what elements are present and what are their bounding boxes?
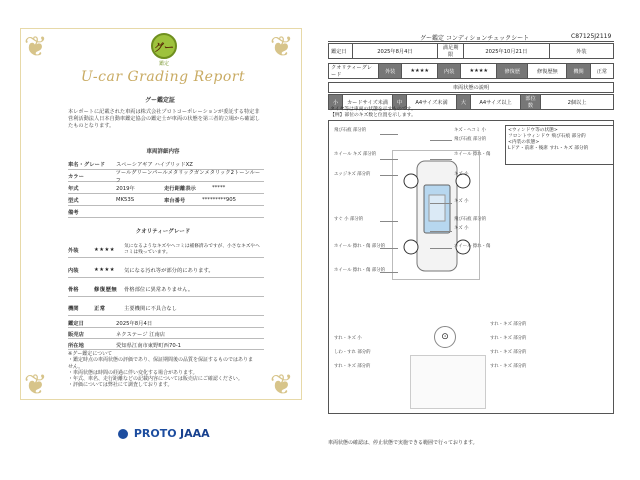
ornament-icon: ❦ xyxy=(270,30,294,63)
script-title: U-car Grading Report xyxy=(80,69,246,85)
row-value: MK53S xyxy=(116,197,135,203)
ornament-icon: ❦ xyxy=(24,368,48,401)
ornament-icon: ❦ xyxy=(270,368,294,401)
row-label: 車台番号 xyxy=(164,198,186,204)
quality-label: 内装 xyxy=(68,267,79,274)
jaaa-logo xyxy=(180,427,210,440)
vehicle-row xyxy=(68,183,264,194)
damage-annotation: すれ・キズ 部分的 xyxy=(490,350,527,355)
damage-annotation: エッジキズ 部分的 xyxy=(334,172,371,177)
goo-badge: グー xyxy=(151,33,177,59)
size-key: 中 xyxy=(393,95,407,110)
row-label: 年式 xyxy=(68,186,79,192)
damage-annotation: すれ・キズ 小 xyxy=(334,336,362,341)
quality-stars: ★★★★ xyxy=(94,246,115,253)
leader-line xyxy=(430,248,452,249)
damage-annotation: ホイール 擦れ・傷 xyxy=(454,152,491,157)
quality-label: 外装 xyxy=(68,247,79,254)
appraisal-label: 鑑定日 xyxy=(329,44,353,59)
leader-line xyxy=(380,248,398,249)
row-label: 鑑定日 xyxy=(68,320,84,327)
help-text xyxy=(330,107,416,118)
row-label: 車名・グレード xyxy=(68,162,106,168)
damage-annotation: キズ 小 xyxy=(454,199,469,204)
quality-key: 修復歴 xyxy=(497,64,528,79)
quality-stars: 正常 xyxy=(94,305,106,312)
proto-mark-icon xyxy=(118,429,128,439)
damage-annotation: キズ 小 xyxy=(454,226,469,231)
row-value: 2025年8月4日 xyxy=(116,320,153,327)
header-divider xyxy=(328,41,614,42)
leader-line xyxy=(380,175,398,176)
damage-annotation: すれ・キズ 部分的 xyxy=(490,364,527,369)
row-value: ネクステージ 江南店 xyxy=(116,331,166,338)
badge-subtitle: 鑑定 xyxy=(158,61,169,67)
notes-right-line: <ウィンドウ等の状態> xyxy=(508,128,558,133)
car-top-view-diagram xyxy=(392,150,480,280)
damage-annotation: ホイール キズ 部分的 xyxy=(334,152,377,157)
quality-stars: ★★★★ xyxy=(94,266,115,273)
quality-stars: 修復歴無 xyxy=(94,286,118,293)
state-title-table xyxy=(328,82,614,93)
note-line: ・年式、車名、走行距離などの記載内容については販売店にご確認ください。 xyxy=(68,376,243,383)
quality-value: 修復歴無 xyxy=(528,64,567,79)
vehicle-row xyxy=(68,195,264,206)
sheet-title: グー鑑定 コンディションチェックシート xyxy=(420,35,530,42)
location-row xyxy=(68,340,264,350)
leader-line xyxy=(380,272,398,273)
appraisal-notes xyxy=(68,351,254,389)
leader-line xyxy=(380,221,398,222)
leader-line xyxy=(380,159,398,160)
condition-check-sheet xyxy=(320,0,640,480)
steering-wheel-icon: ⊙ xyxy=(434,326,456,348)
notes-right-line: <内装の状態> xyxy=(508,140,540,145)
damage-annotation: ホイール 擦れ・傷 部分的 xyxy=(334,268,386,273)
size-value: カードサイズ未満 xyxy=(343,95,393,110)
help-line: 【例】部位のキズ数と位置を示します。 xyxy=(330,112,416,118)
car-outline-icon xyxy=(393,151,481,281)
count-value: 2個以上 xyxy=(541,95,614,110)
note-line: ・車両状態は時間の経過に伴い変化する場合があります。 xyxy=(68,369,198,376)
quality-value: 正常 xyxy=(590,64,613,79)
count-key: 部位数 xyxy=(521,95,541,110)
size-key: 大 xyxy=(457,95,471,110)
damage-annotation: すぐ 小 部分的 xyxy=(334,217,364,222)
help-line: タイヤ等は車両の状態を示すものです。 xyxy=(330,107,416,112)
outer-label: 外装 xyxy=(549,44,613,59)
damage-annotation: キズ・ヘコミ 小 xyxy=(454,128,487,133)
damage-annotation: ホイール 擦れ・傷 部分的 xyxy=(334,244,386,249)
leader-line xyxy=(430,231,452,232)
quality-value: ★★★★ xyxy=(461,64,497,79)
damage-annotation: すれ・キズ 部分的 xyxy=(334,364,371,369)
damage-annotation: 飛び石痕 部分的 xyxy=(334,128,367,133)
note-line: ・評価については弊社にて調査しております。 xyxy=(68,382,173,389)
quality-key: 外装 xyxy=(379,64,402,79)
quality-text: 気になる汚れ等が部分的にあります。 xyxy=(124,267,214,274)
expiry-date: 2025年10月21日 xyxy=(463,44,549,59)
row-label: 走行距離表示 xyxy=(164,186,196,192)
footer-note: 車両状態の確認は、停止状態で実施できる範囲で行っております。 xyxy=(328,440,478,446)
size-key: 小 xyxy=(329,95,343,110)
row-value: ツールグリーンパールメタリックガンメタリック2トーンルーフ xyxy=(115,170,261,184)
certificate-title: グー鑑定証 xyxy=(144,97,175,104)
damage-annotation: すれ・キズ 部分的 xyxy=(490,322,527,327)
quality-row xyxy=(68,262,264,278)
proto-logo xyxy=(118,427,177,440)
proto-label: PROTO xyxy=(133,427,177,440)
leader-line xyxy=(380,134,398,135)
quality-text: 気になるようなキズやヘコミは補修済みですが、小さなキズやヘコミは残っています。 xyxy=(124,244,260,255)
appraisal-date-row xyxy=(68,318,264,328)
quality-table xyxy=(328,63,614,79)
interior-diagram xyxy=(410,355,486,409)
notes-right-line: フロントウィンドウ 飛び石痕 部分的 xyxy=(508,134,586,139)
notes-right-line: Lドア・前席・後席 すれ・キズ 部分的 xyxy=(508,146,589,151)
intro-text: 本レポートに記載された車両は株式会社プロトコーポレーションが委託する特定非営利活動法人日本自動車鑑定協会の鑑定士が車両の状態を第三者的立場から確認したものとなります。 xyxy=(68,109,260,129)
leader-line xyxy=(430,159,452,160)
damage-annotation: 飛び石痕 部分的 xyxy=(454,137,487,142)
quality-label: 機関 xyxy=(68,305,79,312)
size-value: A4サイズ未満 xyxy=(407,95,457,110)
quality-grade-label: クオリティーグレード xyxy=(329,64,379,79)
row-value: ***** xyxy=(212,185,226,191)
row-value: 2019年 xyxy=(116,186,135,192)
state-title: 車両状態の説明 xyxy=(329,83,614,93)
appraisal-date: 2025年8月4日 xyxy=(352,44,438,59)
document-number: C87125J2119 xyxy=(571,33,612,40)
quality-label: 骨格 xyxy=(68,286,79,293)
damage-annotation: すれ・キズ 部分的 xyxy=(490,336,527,341)
quality-section-title: クオリティーグレード xyxy=(135,229,191,235)
quality-key: 内装 xyxy=(438,64,461,79)
notes-title: ※グー鑑定について xyxy=(68,351,113,357)
row-label: 所在地 xyxy=(68,342,84,349)
date-table xyxy=(328,43,614,59)
leader-line xyxy=(430,203,452,204)
quality-row xyxy=(68,242,264,258)
ornament-icon: ❦ xyxy=(24,30,48,63)
dealer-row xyxy=(68,329,264,339)
quality-key: 機関 xyxy=(567,64,590,79)
quality-text: 主要機関に不具合なし xyxy=(124,305,177,312)
damage-annotation: キズ 小 xyxy=(454,172,469,177)
size-value: A4サイズ以上 xyxy=(471,95,521,110)
row-value: 愛知県江南市東野町西70-1 xyxy=(116,342,181,349)
row-label: 販売店 xyxy=(68,331,84,338)
note-line: ・鑑定時点の車両状態の評価であり、保証期間後の品質を保証するものではありません。 xyxy=(68,357,254,370)
row-value: スペーシアギア ハイブリッドXZ xyxy=(116,162,193,168)
row-label: 型式 xyxy=(68,198,79,204)
quality-row xyxy=(68,300,264,316)
jaaa-label: JAAA xyxy=(180,427,210,440)
window-interior-notes xyxy=(505,125,614,165)
quality-row xyxy=(68,281,264,297)
damage-annotation: しわ・すれ 部分的 xyxy=(334,350,371,355)
expiry-label: 満足期限 xyxy=(438,44,464,59)
leader-line xyxy=(430,140,452,141)
vehicle-section-title: 車両詳細内容 xyxy=(146,149,180,155)
row-label: 備考 xyxy=(68,210,79,216)
vehicle-row xyxy=(68,207,264,218)
quality-text: 骨格部位に異常ありません。 xyxy=(124,286,194,293)
damage-annotation: 飛び石痕 部分的 xyxy=(454,217,487,222)
quality-value: ★★★★ xyxy=(402,64,438,79)
row-label: カラー xyxy=(68,174,84,180)
damage-annotation: ホイール 擦れ・傷 xyxy=(454,244,491,249)
row-value: *********905 xyxy=(202,197,236,203)
vehicle-row xyxy=(68,171,264,182)
